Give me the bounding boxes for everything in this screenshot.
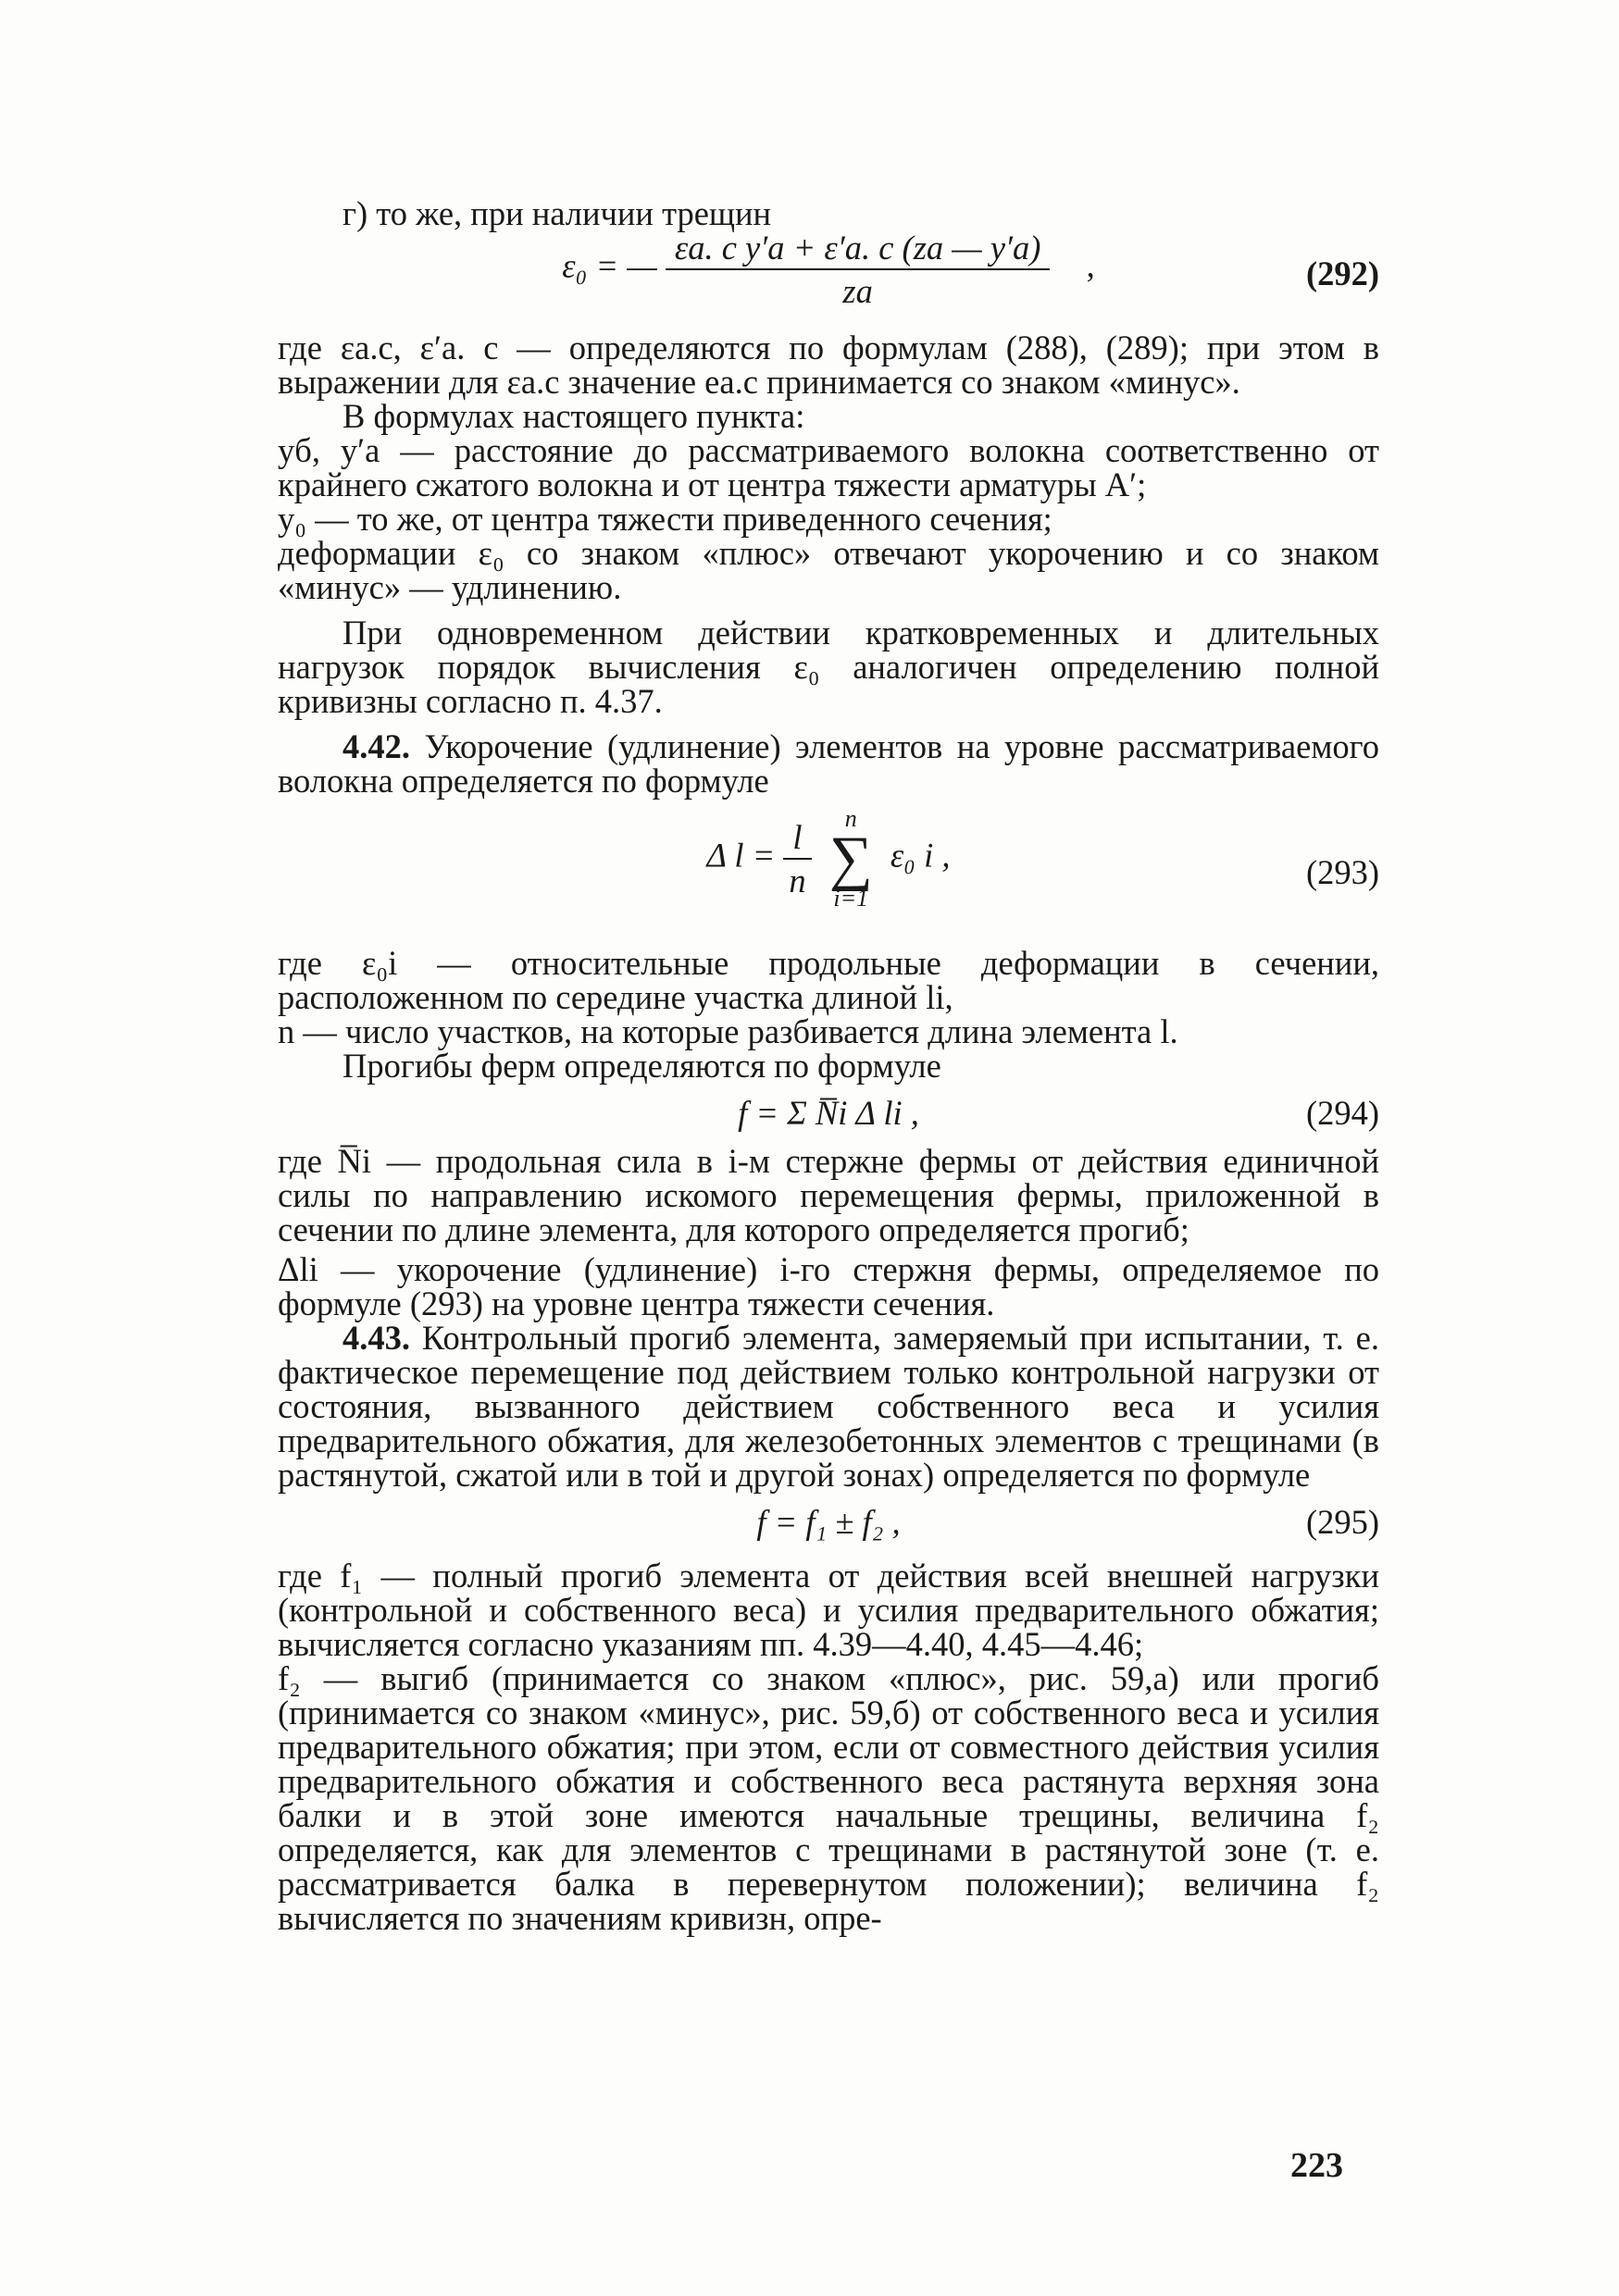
eq292-lhs: ε₀ = — <box>562 246 657 285</box>
eq293-sum <box>829 807 873 911</box>
eq294-number: (294) <box>1305 1094 1379 1132</box>
equation-292 <box>278 230 1379 319</box>
definition-n: n — число участков, на которые разбивается длина элемента l. <box>278 1012 1178 1050</box>
eq293-num: l <box>783 820 811 860</box>
equation-295 <box>278 1492 1379 1553</box>
definition-delta-li: Δli — укорочение (удлинение) i-го стержня фермы, определяемое по формуле (293) на уровне центра тяжести сечения. <box>278 1250 1379 1322</box>
paragraph-where-eps: где εа.с, ε′а. с — определяются по формулам (288), (289); при этом в выражении для εа.с значение eа.с принимается со знаком «минус». <box>278 329 1379 401</box>
eq295-number: (295) <box>1305 1503 1379 1541</box>
equation-294 <box>278 1083 1379 1144</box>
paragraph-formulas-intro: В формулах настоящего пункта: <box>342 397 805 435</box>
eq293-sum-bottom: i=1 <box>833 885 869 912</box>
definition-eps0i: где ε₀i — относительные продольные деформации в сечении, расположенном по середине участка длиной li, <box>278 944 1379 1016</box>
section-text: Контрольный прогиб элемента, замеряемый при испытании, т. е. фактическое перемещение под действием только контрольной нагрузки от состояния, вызванного действием собственного веса и усилия предварительного обжатия, для железобетонных элементов с трещинами (в растянутой, сжатой или в той и другой зонах) определяется по формуле <box>278 1319 1380 1494</box>
sigma-icon: ∑ <box>828 825 873 892</box>
intro-line: г) то же, при наличии трещин <box>342 194 772 232</box>
eq292-tail: , <box>1086 246 1095 285</box>
eq292-numerator: εа. с y′а + ε′а. с (zа — y′а) <box>666 230 1051 270</box>
equation-293 <box>278 798 1379 946</box>
eq295-expr: f = f₁ ± f₂ , <box>756 1503 901 1541</box>
definition-deformations: деформации ε₀ со знаком «плюс» отвечают укорочению и со знаком «минус» — удлинению. <box>278 534 1379 606</box>
section-4-42 <box>278 729 1379 798</box>
eq293-sum-top: n <box>844 805 857 832</box>
section-number: 4.42. <box>342 727 410 765</box>
eq293-lhs: Δ l = <box>706 836 776 875</box>
definition-y0: y₀ — то же, от центра тяжести приведенного сечения; <box>278 500 1052 538</box>
eq292-denominator: zа <box>842 272 873 310</box>
definition-f1: где f₁ — полный прогиб элемента от действия всей внешней нагрузки (контрольной и собственного веса) и усилия предварительного обжатия; вычисляется согласно указаниям пп. 4.39—4.40, 4.45—4.46; <box>278 1557 1379 1663</box>
eq292-number: (292) <box>1305 254 1379 292</box>
page-body <box>278 196 1379 1935</box>
section-text: Укорочение (удлинение) элементов на уровне рассматриваемого волокна определяется по формуле <box>278 727 1379 800</box>
eq293-den: n <box>789 862 806 900</box>
section-4-43 <box>278 1321 1379 1492</box>
page-number: 223 <box>1290 2146 1343 2185</box>
paragraph-truss-deflection: Прогибы ферм определяются по формуле <box>342 1047 941 1085</box>
eq293-number: (293) <box>1305 853 1379 891</box>
eq294-expr: f = Σ N̅i Δ li , <box>738 1094 919 1132</box>
eq292-fraction <box>666 230 1051 308</box>
section-number: 4.43. <box>342 1319 410 1357</box>
definition-f2: f₂ — выгиб (принимается со знаком «плюс», рис. 59,а) или прогиб (принимается со знаком «минус», рис. 59,б) от собственного веса и усилия предварительного обжатия; при этом, если от совместного действия усилия предварительного обжатия и собственного веса растянута верхняя зона балки и в этой зоне имеются начальные трещины, величина f₂ определяется, как для элементов с трещинами в растянутой зоне (т. е. рассматривается балка в перевернутом положении); величина f₂ вычисляется по значениям кривизн, опре- <box>278 1659 1379 1937</box>
paragraph-simultaneous-loads: При одновременном действии кратковременных и длительных нагрузок порядок вычисления ε₀ аналогичен определению полной кривизны согласно п. 4.37. <box>278 614 1379 720</box>
eq293-term: ε₀ i , <box>890 836 951 875</box>
definition-yb: yб, y′а — расстояние до рассматриваемого волокна соответственно от крайнего сжатого волокна и от центра тяжести арматуры A′; <box>278 431 1379 503</box>
definition-Ni: где N̅i — продольная сила в i-м стержне фермы от действия единичной силы по направлению искомого перемещения фермы, приложенной в сечении по длине элемента, для которого определяется прогиб; <box>278 1142 1379 1248</box>
eq293-fraction <box>783 820 811 898</box>
